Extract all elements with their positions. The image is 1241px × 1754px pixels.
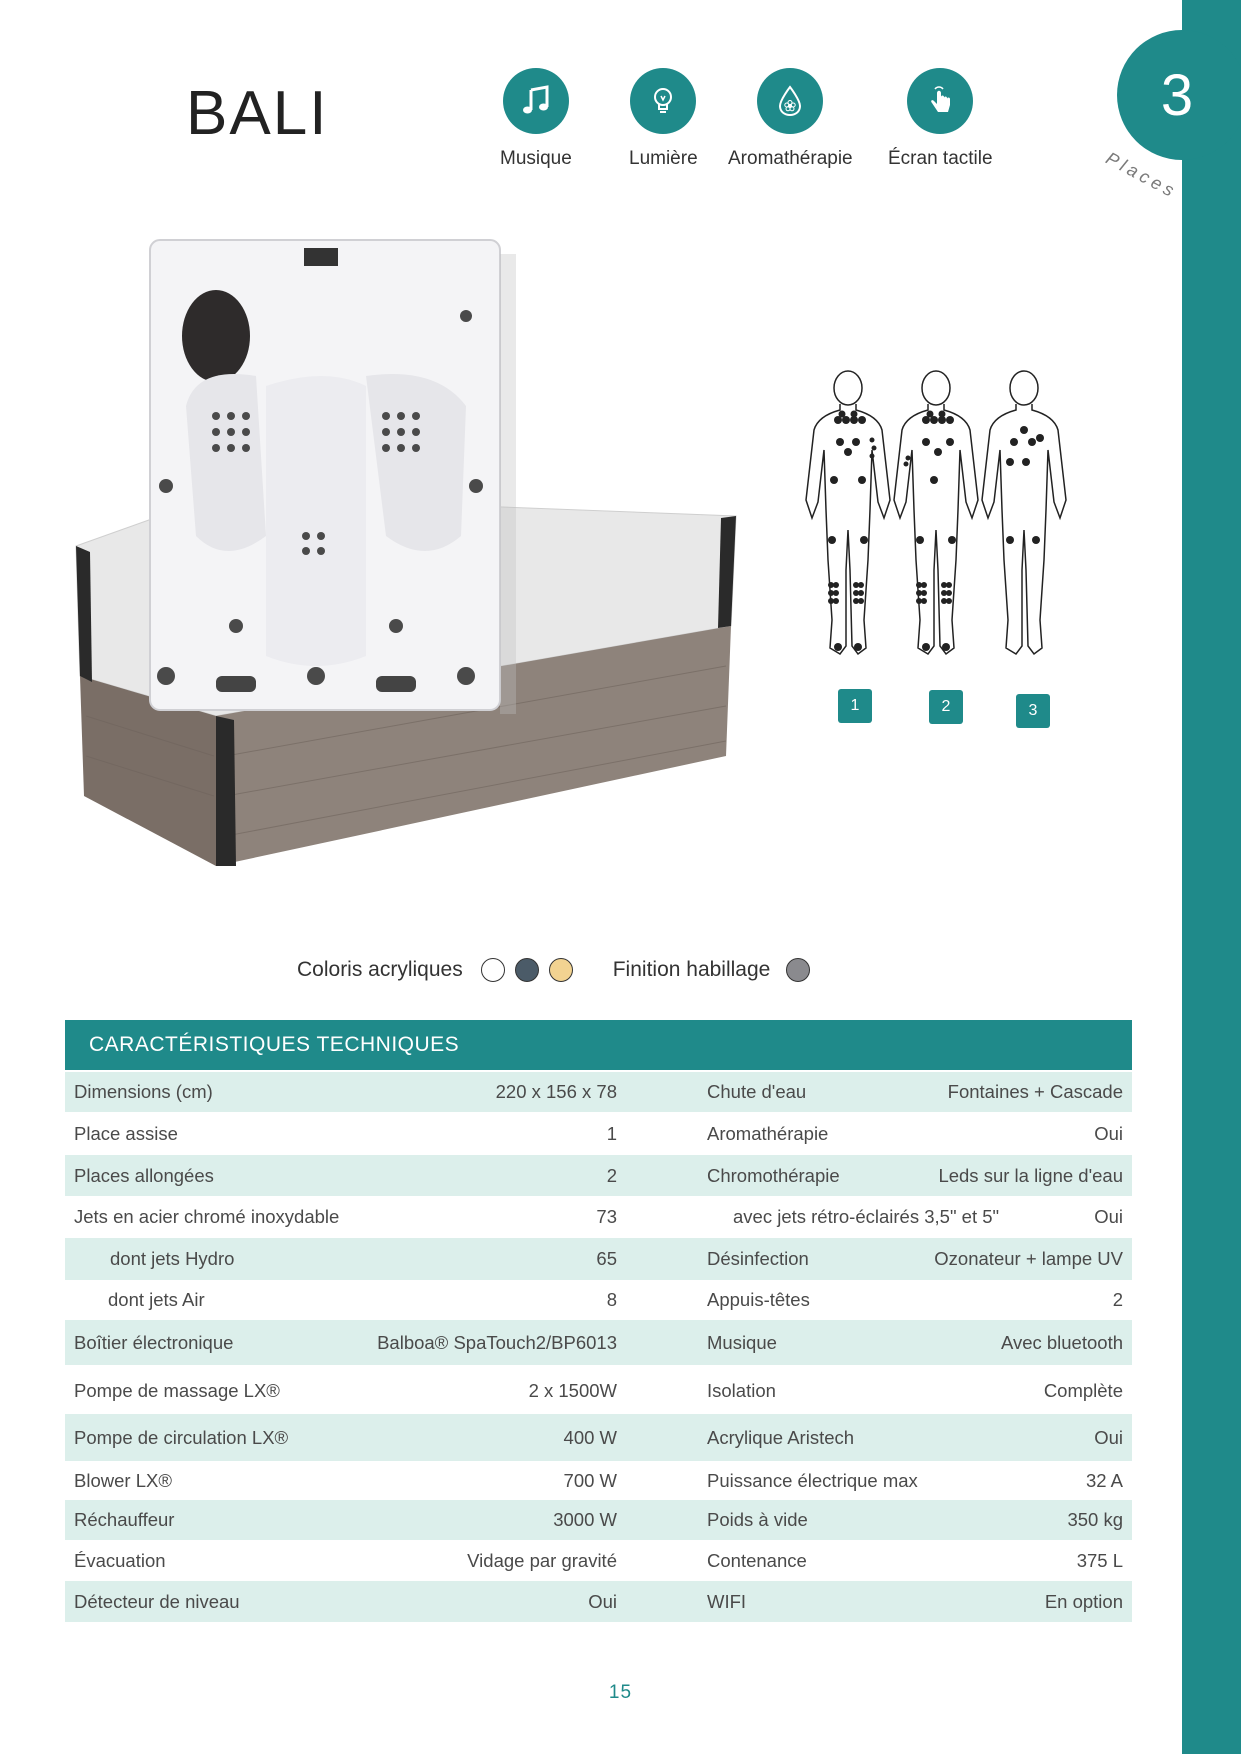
spec-right-value: Oui	[1094, 1122, 1123, 1144]
spec-row	[65, 1320, 1132, 1365]
spec-row	[65, 1368, 1132, 1414]
spec-row	[65, 1540, 1132, 1581]
product-title: BALI	[186, 79, 329, 148]
music-note-icon	[503, 68, 569, 134]
specs-heading: CARACTÉRISTIQUES TECHNIQUES	[65, 1020, 1132, 1070]
spec-left-label: Pompe de circulation LX®	[74, 1426, 289, 1448]
spec-row	[65, 1238, 1132, 1280]
acrylic-swatch-white	[481, 958, 505, 982]
spec-left-value: 65	[596, 1248, 617, 1269]
spec-left-value: 3000 W	[553, 1509, 617, 1530]
spec-right-value: En option	[1044, 1590, 1123, 1612]
side-band	[1182, 0, 1241, 1754]
spec-left-value: Vidage par gravité	[467, 1549, 617, 1571]
page-number: 15	[608, 1682, 633, 1703]
spec-left-value: 73	[596, 1205, 617, 1227]
spec-row	[65, 1280, 1132, 1320]
feature-touchscreen	[888, 68, 993, 170]
spec-left-label: Pompe de massage LX®	[74, 1380, 280, 1401]
spec-right-value: 350 kg	[1067, 1509, 1123, 1530]
spec-left-label: Dimensions (cm)	[74, 1081, 213, 1102]
feature-label: Écran tactile	[888, 148, 993, 169]
spec-right-value: Complète	[1043, 1380, 1123, 1401]
feature-label: Lumière	[629, 148, 698, 169]
spec-right-value: 2	[1112, 1289, 1123, 1310]
spec-left-label: Évacuation	[74, 1549, 166, 1571]
specs-table	[65, 1020, 1132, 1070]
light-bulb-icon	[630, 68, 696, 134]
spec-left-value: 700 W	[563, 1470, 617, 1491]
feature-label: Aromathérapie	[728, 148, 853, 169]
spec-left-label: Blower LX®	[74, 1470, 172, 1491]
spec-left-label: Places allongées	[74, 1164, 214, 1186]
spec-left-label: Détecteur de niveau	[74, 1590, 240, 1612]
spec-right-label: Désinfection	[707, 1248, 809, 1269]
finish-label: Finition habillage	[612, 958, 771, 981]
feature-music	[500, 68, 572, 170]
spa-photo	[66, 236, 746, 866]
acrylic-colors-label: Coloris acryliques	[297, 958, 463, 981]
aroma-drop-icon	[757, 68, 823, 134]
spec-right-label: Contenance	[707, 1549, 807, 1571]
places-label: Places	[1102, 148, 1181, 203]
spec-left-value: Oui	[588, 1590, 617, 1612]
massage-zones-diagram	[800, 370, 1080, 719]
spec-right-value: 375 L	[1076, 1549, 1123, 1571]
spec-row	[65, 1196, 1132, 1237]
touch-hand-icon	[907, 68, 973, 134]
spec-left-label: Réchauffeur	[74, 1509, 175, 1530]
spec-right-value: Leds sur la ligne d'eau	[938, 1164, 1123, 1186]
spec-right-label: Isolation	[707, 1380, 776, 1401]
spec-right-label: Poids à vide	[707, 1509, 808, 1530]
spec-left-value: 2	[606, 1164, 617, 1186]
spec-right-value: Oui	[1094, 1426, 1123, 1448]
spec-right-label: Appuis-têtes	[707, 1289, 810, 1310]
acrylic-swatch-sand	[549, 958, 573, 982]
spec-row	[65, 1113, 1132, 1154]
spec-right-value: Avec bluetooth	[1000, 1331, 1123, 1353]
spec-row	[65, 1462, 1132, 1500]
spec-right-label: Chromothérapie	[707, 1164, 840, 1186]
spec-row	[65, 1581, 1132, 1622]
spec-left-value: 400 W	[563, 1426, 617, 1448]
spec-right-value: 32 A	[1085, 1470, 1123, 1491]
spec-right-label: Musique	[707, 1331, 777, 1353]
spec-right-label: WIFI	[707, 1590, 747, 1612]
spec-right-label: Aromathérapie	[707, 1122, 829, 1144]
spec-left-label: dont jets Hydro	[110, 1248, 235, 1269]
spec-left-label: Boîtier électronique	[74, 1331, 234, 1353]
spec-right-label: avec jets rétro-éclairés 3,5" et 5"	[733, 1205, 1000, 1227]
spec-left-value: 2 x 1500W	[528, 1380, 617, 1401]
spec-right-value: Fontaines + Cascade	[947, 1081, 1123, 1102]
spec-right-label: Chute d'eau	[707, 1081, 807, 1102]
zone-badge-3: 3	[1016, 694, 1050, 728]
spec-left-value: 8	[606, 1289, 617, 1310]
feature-light	[629, 68, 698, 170]
spec-right-value: Oui	[1094, 1205, 1123, 1227]
spec-left-label: Jets en acier chromé inoxydable	[74, 1205, 340, 1227]
spec-left-value: Balboa® SpaTouch2/BP6013	[377, 1331, 617, 1353]
spec-left-label: dont jets Air	[108, 1289, 205, 1310]
spec-left-value: 220 x 156 x 78	[495, 1081, 617, 1102]
spec-row	[65, 1072, 1132, 1112]
feature-aromatherapy	[728, 68, 853, 170]
feature-label: Musique	[500, 148, 572, 169]
spec-left-value: 1	[606, 1122, 617, 1144]
finish-swatch-grey	[786, 958, 810, 982]
places-badge	[1117, 30, 1241, 160]
color-options	[297, 958, 810, 982]
spec-right-label: Acrylique Aristech	[707, 1426, 855, 1448]
places-number: 3	[1160, 62, 1194, 128]
spec-left-label: Place assise	[74, 1122, 178, 1144]
zone-badge-2: 2	[929, 690, 963, 724]
spec-row	[65, 1155, 1132, 1196]
spec-right-label: Puissance électrique max	[707, 1470, 918, 1491]
spec-right-value: Ozonateur + lampe UV	[934, 1248, 1123, 1269]
acrylic-swatch-slate	[515, 958, 539, 982]
spec-row	[65, 1414, 1132, 1461]
zone-badge-1: 1	[838, 689, 872, 723]
spec-row	[65, 1500, 1132, 1540]
